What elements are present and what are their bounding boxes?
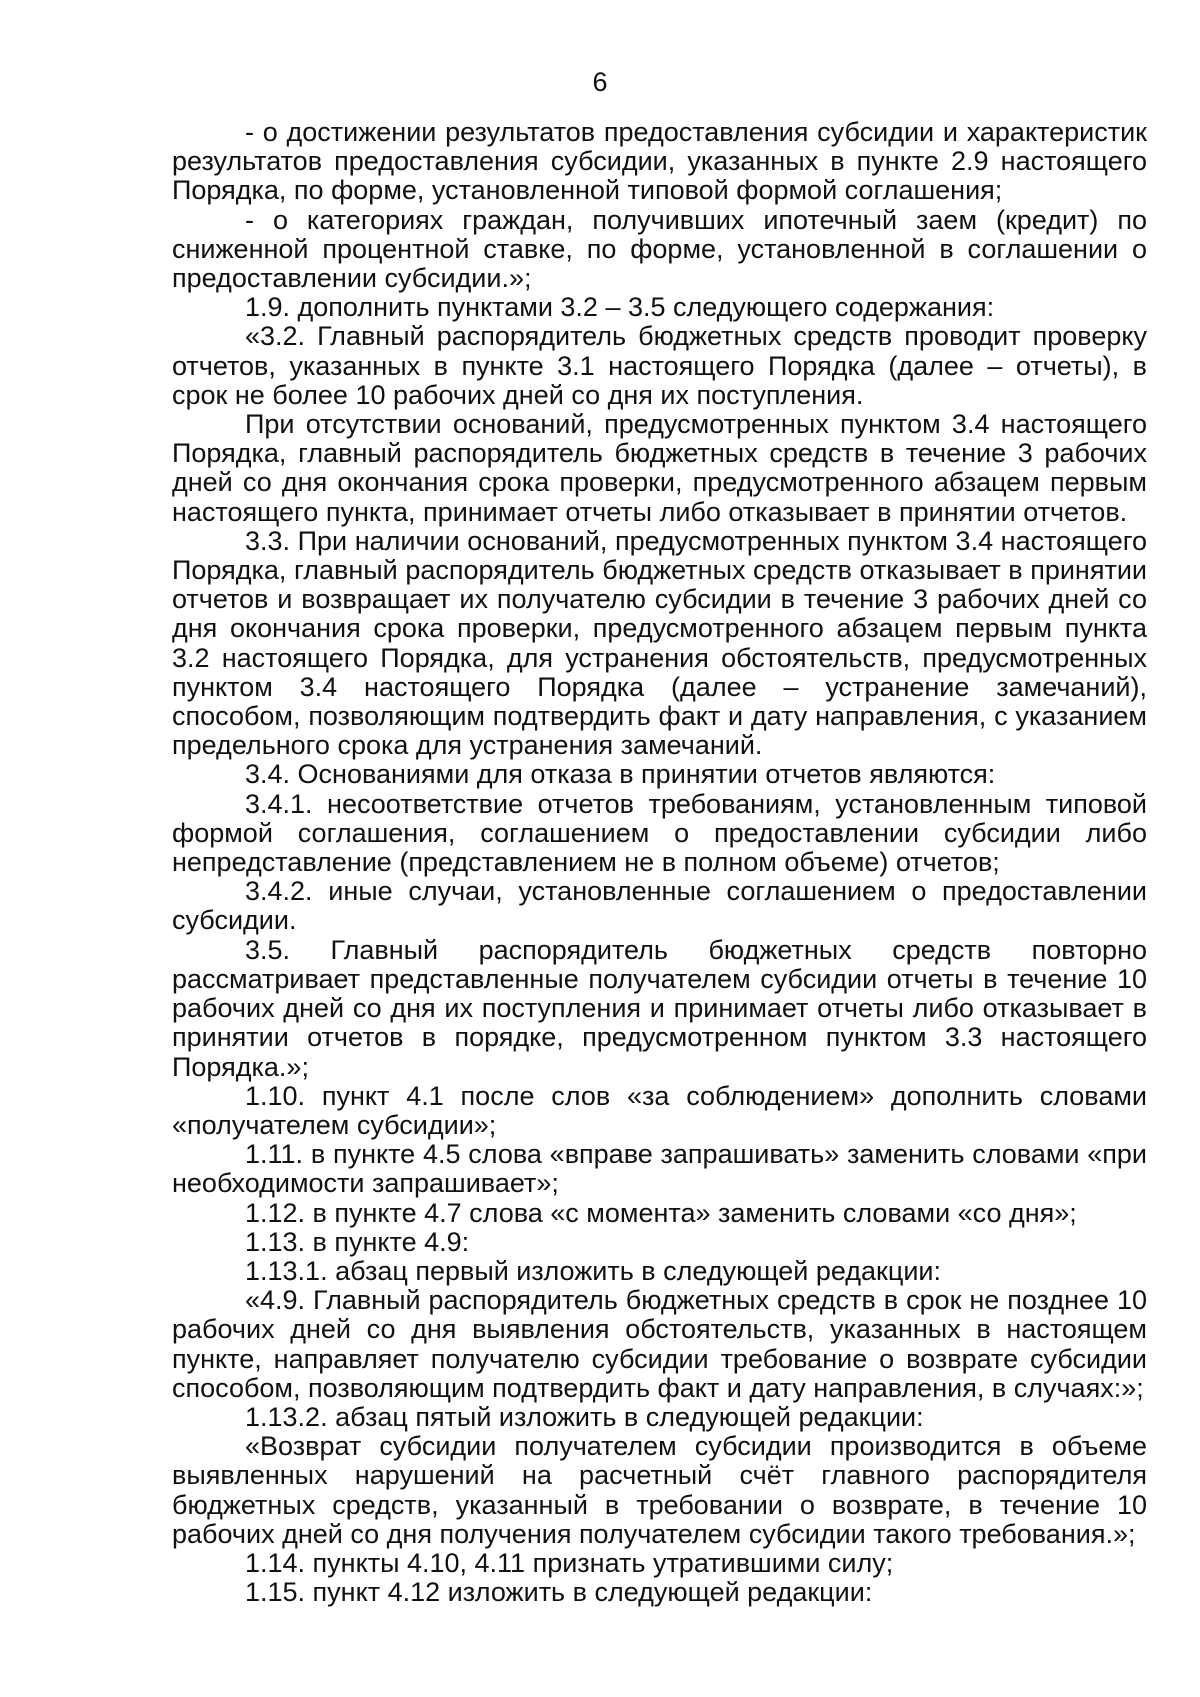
paragraph-citizen-categories-report: - о категориях граждан, получивших ипотечный заем (кредит) по сниженной процентной ставке, по форме, установленной в соглашении о предоставлении субсидии.»; — [172, 204, 1147, 294]
document-body — [172, 118, 1147, 1607]
paragraph-item-1-13-1: 1.13.1. абзац первый изложить в следующей редакции: — [245, 1255, 942, 1286]
paragraph-item-1-14: 1.14. пункты 4.10, 4.11 признать утратившими силу; — [245, 1547, 894, 1578]
paragraph-item-3-4-2: 3.4.2. иные случаи, установленные соглашением о предоставлении субсидии. — [172, 876, 1147, 936]
paragraph-item-3-3: 3.3. При наличии оснований, предусмотренных пунктом 3.4 настоящего Порядка, главный распорядитель бюджетных средств отказывает в принятии отчетов и возвращает их получателю субсидии в течение 3 рабочих дней со дня окончания срока проверки, предусмотренного абзацем первым пункта 3.2 настоящего Порядка, для устранения обстоятельств, предусмотренных пунктом 3.4 настоящего Порядка (далее – устранение замечаний), способом, позволяющим подтвердить факт и дату направления, с указанием предельного срока для устранения замечаний. — [172, 525, 1147, 761]
paragraph-item-1-11: 1.11. в пункте 4.5 слова «вправе запрашивать» заменить словами «при необходимости запрашивает»; — [172, 1139, 1147, 1199]
paragraph-item-1-13-2: 1.13.2. абзац пятый изложить в следующей редакции: — [245, 1401, 924, 1432]
paragraph-item-1-10: 1.10. пункт 4.1 после слов «за соблюдением» дополнить словами «получателем субсидии»; — [172, 1080, 1147, 1140]
paragraph-item-3-4: 3.4. Основаниями для отказа в принятии отчетов являются: — [245, 759, 996, 790]
paragraph-item-1-9: 1.9. дополнить пунктами 3.2 – 3.5 следующего содержания: — [245, 292, 995, 323]
paragraph-subsidy-refund: «Возврат субсидии получателем субсидии производится в объеме выявленных нарушений на расчетный счёт главного распорядителя бюджетных средств, указанный в требовании о возврате, в течение 10 рабочих дней со дня получения получателем субсидии такого требования.»; — [172, 1431, 1147, 1549]
paragraph-item-1-13: 1.13. в пункте 4.9: — [245, 1226, 470, 1257]
paragraph-results-report: - о достижении результатов предоставления субсидии и характеристик результатов предоставления субсидии, указанных в пункте 2.9 настоящего Порядка, по форме, установленной типовой формой соглашения; — [172, 117, 1147, 206]
paragraph-item-1-15: 1.15. пункт 4.12 изложить в следующей редакции: — [245, 1577, 873, 1608]
paragraph-item-1-12: 1.12. в пункте 4.7 слова «с момента» заменить словами «со дня»; — [245, 1197, 1077, 1228]
paragraph-item-3-4-1: 3.4.1. несоответствие отчетов требованиям, установленным типовой формой соглашения, соглашением о предоставлении субсидии либо непредставление (представлением не в полном объеме) отчетов; — [172, 788, 1147, 878]
page-number: 6 — [592, 67, 608, 97]
paragraph-item-3-5: 3.5. Главный распорядитель бюджетных средств повторно рассматривает представленные получателем субсидии отчеты в течение 10 рабочих дней со дня их поступления и принимает отчеты либо отказывает в принятии отчетов в порядке, предусмотренном пунктом 3.3 настоящего Порядка.»; — [172, 934, 1147, 1082]
paragraph-item-3-2: «3.2. Главный распорядитель бюджетных средств проводит проверку отчетов, указанных в пункте 3.1 настоящего Порядка (далее – отчеты), в срок не более 10 рабочих дней со дня их поступления. — [172, 321, 1147, 410]
paragraph-item-3-2-second: При отсутствии оснований, предусмотренных пунктом 3.4 настоящего Порядка, главный распорядитель бюджетных средств в течение 3 рабочих дней со дня окончания срока проверки, предусмотренного абзацем первым настоящего пункта, принимает отчеты либо отказывает в принятии отчетов. — [172, 409, 1147, 527]
paragraph-item-4-9: «4.9. Главный распорядитель бюджетных средств в срок не позднее 10 рабочих дней со дня выявления обстоятельств, указанных в настоящем пункте, направляет получателю субсидии требование о возврате субсидии способом, позволяющим подтвердить факт и дату направления, в случаях:»; — [172, 1285, 1147, 1403]
